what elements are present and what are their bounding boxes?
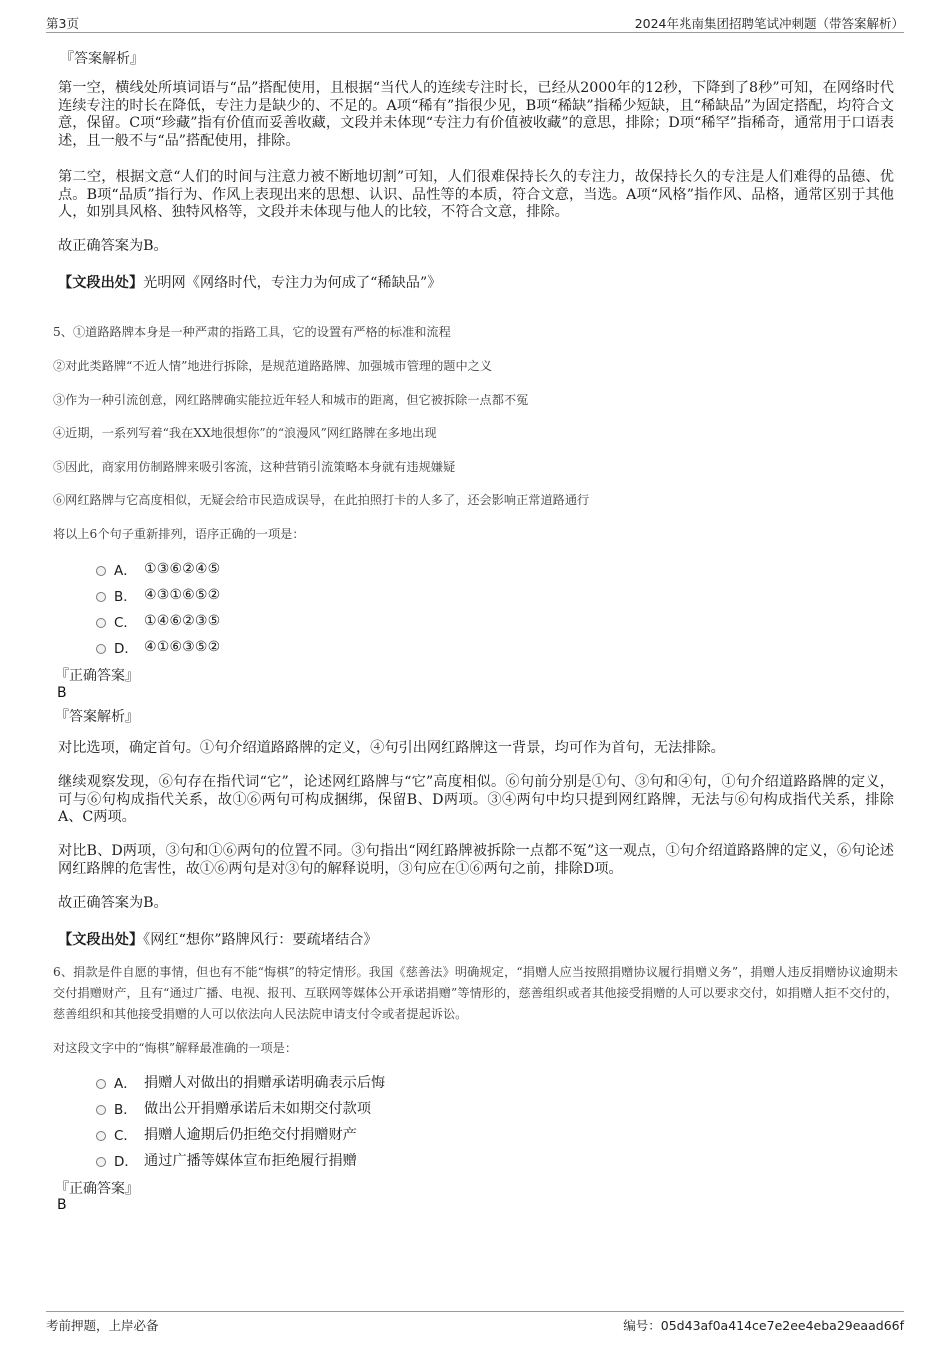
q5-analysis-label: 『答案解析』 [55, 709, 139, 725]
q6-prompt: 对这段文字中的“悔棋”解释最准确的一项是： [53, 1041, 298, 1055]
q5-analysis-paragraph-3: 对比B、D两项，③句和①⑥两句的位置不同。③句指出“网红路牌被拆除一点都不冤”这一观点，①句介绍道路路牌的定义，⑥句论述网红路牌的危害性，故①⑥两句是对③句的解释说明，③句应在①⑥两句之前，排除D项。 [58, 843, 894, 877]
q6-option-c-text: 捐赠人逾期后仍拒绝交付捐赠财产 [144, 1127, 357, 1143]
q6-option-a-text: 捐赠人对做出的捐赠承诺明确表示后悔 [144, 1075, 386, 1091]
q5-conclusion: 故正确答案为B。 [58, 895, 168, 911]
q5-option-b-text: ④③①⑥⑤② [144, 587, 221, 603]
q4-analysis-paragraph-2: 第二空，根据文意“人们的时间与注意力被不断地切割”可知，人们很难保持长久的专注力，故保持长久的专注是人们难得的品德、优点。B项“品质”指行为、作风上表现出来的思想、认识、品性等的本质，符合文意，当选。A项“风格”指作风、品格，通常区别于其他人，如别具风格、独特风格等，文段并未体现与他人的比较，不符合文意，排除。 [58, 169, 894, 220]
radio-icon[interactable] [96, 1157, 106, 1167]
q6-option-b[interactable] [96, 1098, 371, 1118]
q5-option-c-letter: C． [114, 615, 137, 631]
radio-icon[interactable] [96, 644, 106, 654]
q6-option-d-letter: D． [114, 1154, 138, 1170]
q5-option-c-text: ①④⑥②③⑤ [144, 613, 221, 629]
q4-analysis-paragraph-1: 第一空，横线处所填词语与“品”搭配使用，且根据“当代人的连续专注时长，已经从2000年的12秒，下降到了8秒”可知，在网络时代连续专注的时长在降低，专注力是缺少的、不足的。A项“稀有”指很少见，B项“稀缺”指稀少短缺，且“稀缺品”为固定搭配，均符合文意，保留。C项“珍藏”指有价值而妥善收藏，文段并未体现“专注力有价值被收藏”的意思，排除；D项“稀罕”指稀奇，通常用于口语表述，且一般不与“品”搭配使用，排除。 [58, 80, 894, 149]
q4-conclusion: 故正确答案为B。 [58, 238, 168, 254]
q6-option-b-letter: B． [114, 1102, 137, 1118]
footer-code [623, 1316, 904, 1334]
q4-source [58, 272, 441, 292]
q5-sentence-6: ⑥网红路牌与它高度相似，无疑会给市民造成误导，在此拍照打卡的人多了，还会影响正常道路通行 [53, 493, 590, 507]
q6-option-c-letter: C． [114, 1128, 137, 1144]
q6-option-a-letter: A． [114, 1076, 137, 1092]
radio-icon[interactable] [96, 1079, 106, 1089]
q6-option-a[interactable] [96, 1072, 385, 1092]
q5-sentence-2: ②对此类路牌“不近人情”地进行拆除，是规范道路路牌、加强城市管理的题中之义 [53, 359, 493, 373]
q5-prompt: 将以上6个句子重新排列，语序正确的一项是： [53, 527, 305, 541]
q5-option-d-text: ④①⑥③⑤② [144, 639, 221, 655]
q5-option-d[interactable] [96, 637, 220, 657]
page-number: 第3页 [46, 16, 79, 31]
q4-source-label: 【文段出处】 [58, 275, 144, 291]
q5-option-d-letter: D． [114, 641, 138, 657]
q5-option-b[interactable] [96, 585, 220, 605]
q5-option-c[interactable] [96, 611, 220, 631]
radio-icon[interactable] [96, 618, 106, 628]
q6-stem: 6、捐款是件自愿的事情，但也有不能“悔棋”的特定情形。我国《慈善法》明确规定，“捐赠人应当按照捐赠协议履行捐赠义务”，捐赠人违反捐赠协议逾期未交付捐赠财产，且有“通过广播、电视、报刊、互联网等媒体公开承诺捐赠”等情形的，慈善组织或者其他接受捐赠的人可以要求交付，如捐赠人拒不交付的，慈善组织和其他接受捐赠的人可以依法向人民法院申请支付令或者提起诉讼。 [53, 965, 898, 1021]
radio-icon[interactable] [96, 1105, 106, 1115]
q5-option-a-letter: A． [114, 563, 137, 579]
q5-analysis-paragraph-1: 对比选项，确定首句。①句介绍道路路牌的定义，④句引出网红路牌这一背景，均可作为首句，无法排除。 [58, 740, 725, 756]
q6-option-d[interactable] [96, 1150, 357, 1170]
q6-option-c[interactable] [96, 1124, 357, 1144]
q4-source-text: 光明网《网络时代，专注力为何成了“稀缺品”》 [143, 275, 442, 291]
q5-sentence-5: ⑤因此，商家用仿制路牌来吸引客流，这种营销引流策略本身就有违规嫌疑 [53, 460, 456, 474]
footer-slogan: 考前押题，上岸必备 [46, 1318, 159, 1333]
q6-answer-label: 『正确答案』 [55, 1181, 139, 1197]
q5-option-a[interactable] [96, 559, 220, 579]
q5-sentence-3: ③作为一种引流创意，网红路牌确实能拉近年轻人和城市的距离，但它被拆除一点都不冤 [53, 393, 529, 407]
q5-answer: B [57, 685, 67, 701]
q5-sentence-1: 5、①道路路牌本身是一种严肃的指路工具，它的设置有严格的标准和流程 [53, 325, 451, 339]
footer-code-value: 05d43af0a414ce7e2ee4eba29eaad66f [660, 1318, 904, 1333]
q6-answer: B [57, 1197, 67, 1213]
q6-option-d-text: 通过广播等媒体宣布拒绝履行捐赠 [144, 1153, 357, 1169]
q6-option-b-text: 做出公开捐赠承诺后未如期交付款项 [144, 1101, 372, 1117]
q5-analysis-paragraph-2: 继续观察发现，⑥句存在指代词“它”，论述网红路牌与“它”高度相似。⑥句前分别是①句、③句和④句，①句介绍道路路牌的定义，可与⑥句构成指代关系，故①⑥两句可构成捆绑，保留B、D两项。③④两句中均只提到网红路牌，无法与⑥句构成指代关系，排除A、C两项。 [58, 774, 894, 825]
q5-option-a-text: ①③⑥②④⑤ [144, 561, 221, 577]
q4-analysis-label: 『答案解析』 [60, 51, 144, 67]
q5-source [58, 929, 378, 949]
q5-sentence-4: ④近期，一系列写着“我在XX地很想你”的“浪漫风”网红路牌在多地出现 [53, 426, 437, 440]
document-title: 2024年兆南集团招聘笔试冲刺题（带答案解析） [634, 16, 904, 31]
page-header [46, 8, 904, 33]
page-footer [46, 1311, 904, 1340]
radio-icon[interactable] [96, 1131, 106, 1141]
radio-icon[interactable] [96, 592, 106, 602]
q5-answer-label: 『正确答案』 [55, 668, 139, 684]
footer-code-label: 编号： [623, 1318, 661, 1333]
q5-source-text: 《网红“想你”路牌风行：要疏堵结合》 [143, 932, 378, 948]
q5-source-label: 【文段出处】 [58, 932, 144, 948]
q5-option-b-letter: B． [114, 589, 137, 605]
radio-icon[interactable] [96, 566, 106, 576]
